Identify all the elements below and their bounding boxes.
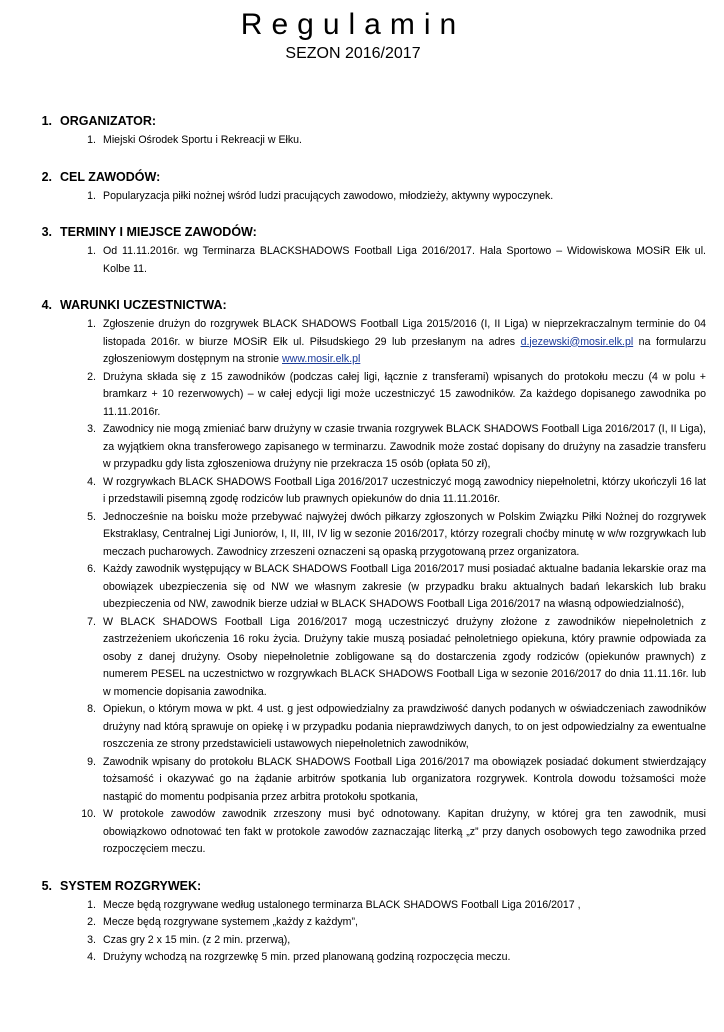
list-item-number: 9. [87,755,96,768]
section [0,296,706,859]
section-number: 4. [41,298,52,312]
list-item-text: W rozgrywkach BLACK SHADOWS Football Liga 2016/2017 uczestniczyć mogą zawodnicy niepełnoletni, którzy ukończyli 16 lat i przedstawili pisemną zgodę rodziców lub prawnych opiekunów do dnia 11.11.2016r. [103,475,706,505]
section [0,877,706,967]
section-heading [0,296,706,314]
list-item-number: 1. [87,189,96,202]
list-item-number: 6. [87,563,96,575]
document-page [0,8,724,1032]
section-heading [0,223,706,241]
section-items [0,897,706,967]
list-item [0,369,706,422]
list-item [0,806,706,859]
list-item-number: 8. [87,703,96,715]
list-item-text: W BLACK SHADOWS Football Liga 2016/2017 mogą uczestniczyć drużyny złożone z zawodników niepełnoletnich z zastrzeżeniem ukończenia 16 roku życia. Drużyny takie muszą posiadać pełnoletniego opiekuna, który prawnie odpowiada za osoby z danej drużyny. Osoby niepełnoletnie zobligowane są do dostarczenia zgody rodziców (opiekunów prawnych) z numerem PESEL na uczestnictwo w rozgrywkach BLACK SHADOWS Football Liga w sezonie 2016/2017 do dnia 11.11.16r. lub w momencie dopisania zawodnika. [103,615,706,698]
list-item-number: 2. [87,370,96,383]
list-item [0,421,706,474]
list-item [0,561,706,614]
section-number: 1. [41,114,52,128]
section [0,112,706,150]
list-item [0,509,706,562]
list-item-number: 4. [87,475,96,488]
list-item-text: Jednocześnie na boisku może przebywać najwyżej dwóch piłkarzy zgłoszonych w Polskim Związku Piłki Nożnej do rozgrywek Ekstraklasy, Centralnej Ligi Juniorów, I, II, III, IV lig w sezonie 2016/2017, którzy rozegrali choćby minutę w w/w rozgrywkach lub meczach pucharowych. Zawodnicy zrzeszeni oznaczeni są opaską przygotowaną przez organizatora. [103,510,706,558]
section-number: 3. [41,225,52,239]
section-heading [0,877,706,895]
inline-link[interactable]: d.jezewski@mosir.elk.pl [520,335,634,348]
list-item-text: Zawodnik wpisany do protokołu BLACK SHADOWS Football Liga 2016/2017 ma obowiązek posiadać dokument stwierdzający tożsamość i okazywać go na żądanie arbitrów spotkania lub organizatora rozgrywek. Kontrola dowodu tożsamości może nastąpić do momentu podpisania przez arbitra protokołu spotkania, [103,755,706,803]
list-item-text: Od 11.11.2016r. wg Terminarza BLACKSHADOWS Football Liga 2016/2017. Hala Sportowo – Widowiskowa MOSiR Ełk ul. Kolbe 11. [103,245,706,275]
list-item [0,316,706,369]
section-heading [0,112,706,130]
section-heading [0,168,706,186]
list-item-number: 5. [87,510,96,523]
section-number: 5. [41,878,52,893]
list-item-text: W protokole zawodów zawodnik zrzeszony musi być odnotowany. Kapitan drużyny, w której gra ten zawodnik, musi obowiązkowo odnotować ten fakt w protokole zawodów zaznaczając literką „z” przy danych osobowych tego zawodnika przed rozpoczęciem meczu. [103,808,706,855]
list-item-number: 1. [87,318,96,330]
list-item-number: 10. [81,808,96,820]
list-item-text: Mecze będą rozgrywane systemem „każdy z każdym”, [103,916,358,928]
list-item-text: Każdy zawodnik występujący w BLACK SHADOWS Football Liga 2016/2017 musi posiadać aktualne badania lekarskie oraz ma obowiązek ubezpieczenia się od NW we własnym zakresie (w przypadku braku aktualnych badań lekarskich lub braku ubezpieczenia od NW, zawodnik bierze udział w BLACK SHADOWS Football Liga 2016/2017 na własną odpowiedzialność), [103,563,706,610]
list-item [0,614,706,702]
section-number: 2. [41,169,52,184]
list-item-text: Czas gry 2 x 15 min. (z 2 min. przerwą), [103,933,291,946]
list-item [0,188,706,206]
section-title: WARUNKI UCZESTNICTWA: [60,298,227,312]
list-item-number: 4. [87,951,96,963]
list-item-text: Drużyny wchodzą na rozgrzewkę 5 min. przed planowaną godziną rozpoczęcia meczu. [103,951,511,963]
list-item-number: 2. [87,916,96,928]
section-title: ORGANIZATOR: [60,114,157,128]
list-item [0,932,706,950]
document-title: Regulamin [240,8,466,41]
section-items [0,243,706,278]
list-item-number: 1. [87,245,96,257]
list-item [0,897,706,915]
list-item-text: Zgłoszenie drużyn do rozgrywek BLACK SHADOWS Football Liga 2015/2016 (I, II Liga) w nieprzekraczalnym terminie do 04 listopada 2016r. w biurze MOSiR Ełk ul. Piłsudskiego 29 lub przesłanym na adres d.jezewski@mosir.elk.pl na formularzu zgłoszeniowym dostępnym na stronie www.mosir.elk.pl [103,318,706,365]
section-items [0,188,706,206]
list-item-text: Miejski Ośrodek Sportu i Rekreacji w Ełku. [103,134,302,146]
list-item [0,914,706,932]
list-item-number: 3. [87,423,96,435]
list-item [0,243,706,278]
list-item [0,754,706,807]
inline-link[interactable]: www.mosir.elk.pl [282,353,361,365]
list-item-number: 3. [87,933,96,946]
section [0,223,706,278]
section-title: SYSTEM ROZGRYWEK: [60,878,202,893]
list-item-number: 1. [87,134,96,146]
section-title: TERMINY I MIEJSCE ZAWODÓW: [60,225,257,239]
section-items [0,132,706,150]
list-item-text: Mecze będą rozgrywane według ustalonego terminarza BLACK SHADOWS Football Liga 2016/2017 , [103,898,581,911]
document-subtitle: SEZON 2016/2017 [285,45,421,62]
list-item-text: Zawodnicy nie mogą zmieniać barw drużyny w czasie trwania rozgrywek BLACK SHADOWS Football Liga 2016/2017 (I, II Liga), za wyjątkiem okna transferowego zapisanego w terminarzu. Zawodnik może zostać dopisany do drużyny na zasadzie transferu w przypadku gdy lista zgłoszeniowa drużyny nie przekracza 15 osób (opłata 50 zł), [103,423,706,470]
list-item-text: Popularyzacja piłki nożnej wśród ludzi pracujących zawodowo, młodzieży, aktywny wypoczynek. [103,189,554,202]
list-item-text: Opiekun, o którym mowa w pkt. 4 ust. g jest odpowiedzialny za prawdziwość danych podanych w oświadczeniach zawodników drużyny nad którą sprawuje on opiekę i w przypadku podania nieprawdziwych danych, to on jest odpowiedzialny za ewentualne roszczenia ze strony przedstawicieli ustawowych niepełnoletnich zawodników, [103,703,706,750]
list-item [0,701,706,754]
sections-list [0,112,706,967]
list-item-number: 7. [87,615,96,628]
list-item-text: Drużyna składa się z 15 zawodników (podczas całej ligi, łącznie z transferami) wpisanych do protokołu meczu (4 w polu + bramkarz + 10 rezerwowych) – w całej edycji ligi może uczestniczyć 15 zawodników. Za każdego dopisanego zawodnika po 11.11.2016r. [103,370,706,418]
list-item [0,474,706,509]
section [0,168,706,206]
list-item-number: 1. [87,898,96,911]
list-item [0,949,706,967]
section-items [0,316,706,859]
list-item [0,132,706,150]
section-title: CEL ZAWODÓW: [60,169,161,184]
